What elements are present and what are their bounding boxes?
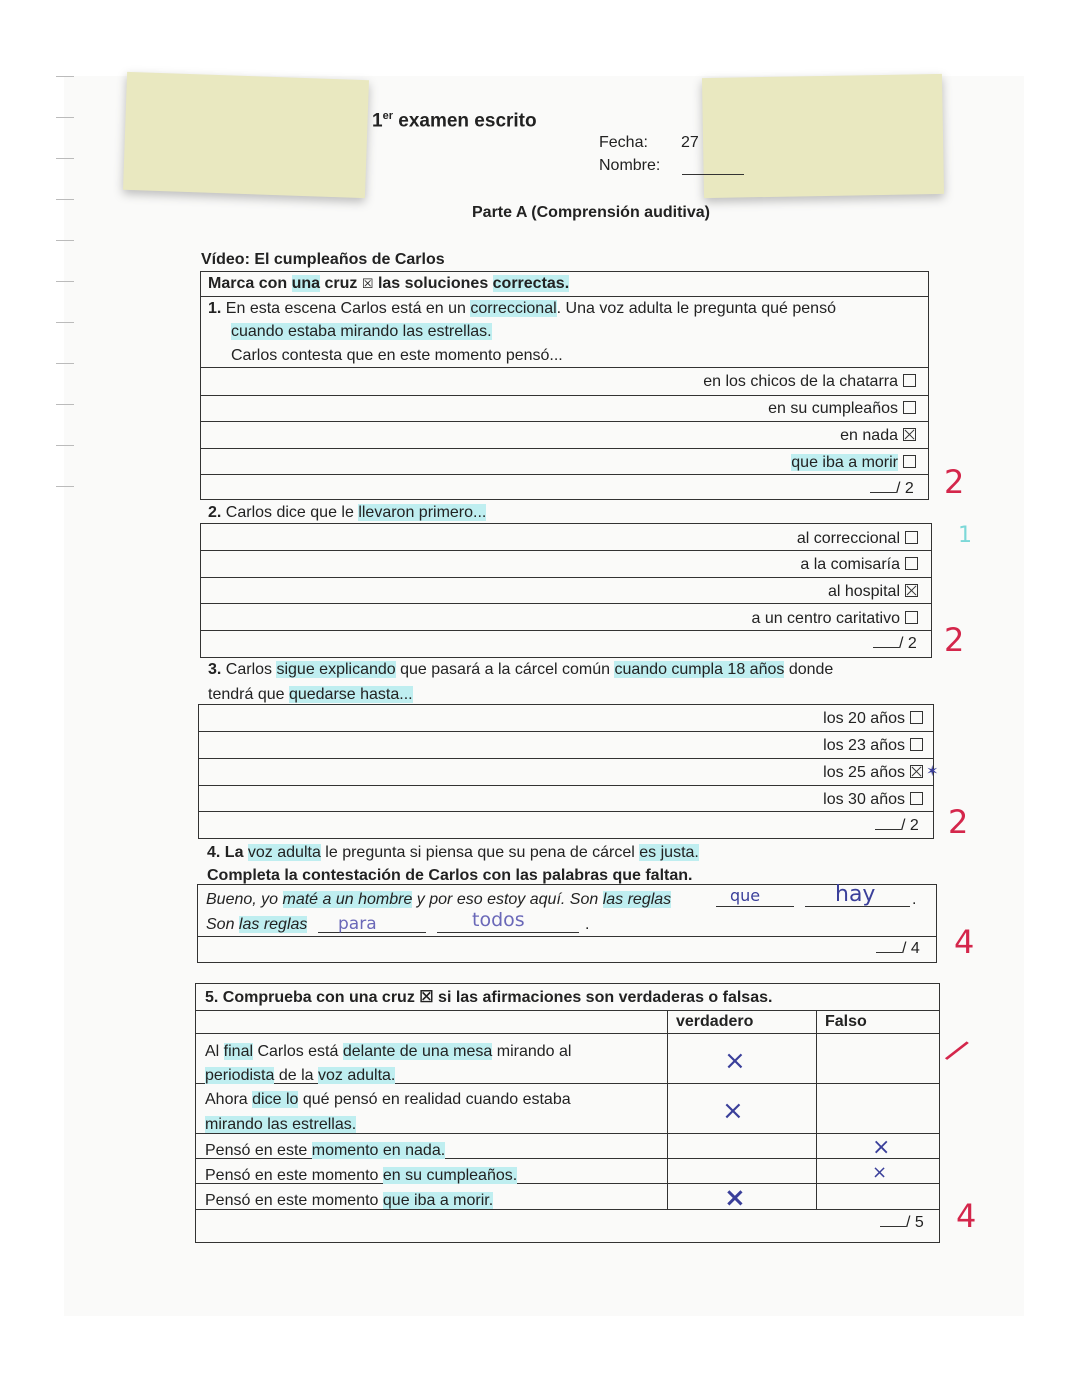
checkbox[interactable] (910, 738, 923, 751)
row-divider (200, 603, 931, 604)
answer-hay[interactable]: hay (835, 882, 876, 907)
row-divider (200, 296, 928, 297)
period-1: . (912, 891, 917, 908)
checkbox[interactable] (905, 557, 918, 570)
q1-line1: 1. En esta escena Carlos está en un correccional. Una voz adulta le pregunta qué pensó (208, 300, 836, 317)
q1-score: / 2 (870, 478, 914, 499)
row-divider (195, 1010, 939, 1011)
row-divider (200, 630, 931, 631)
q5-row1-line1: Al final Carlos está delante de una mesa mirando al (205, 1043, 572, 1060)
row-divider (200, 448, 928, 449)
blank-1[interactable] (716, 906, 794, 907)
checkbox-checked[interactable] (910, 765, 923, 778)
q5-row5: Pensó en este momento que iba a morir. (205, 1192, 494, 1209)
checkbox-checked[interactable] (905, 584, 918, 597)
cross-mark-row1[interactable]: × (724, 1046, 746, 1076)
q5-row2-line2: mirando las estrellas. (205, 1116, 357, 1133)
instruction: Marca con una cruz ☒ las soluciones correctas. (208, 275, 570, 292)
video-title: Vídeo: El cumpleaños de Carlos (201, 251, 445, 268)
fecha-value: 27 (681, 134, 699, 151)
col-verdadero: verdadero (676, 1013, 754, 1030)
checkbox-checked[interactable] (903, 428, 916, 441)
answer-para[interactable]: para (338, 914, 377, 934)
q3-star-mark: ✶ (926, 762, 939, 780)
q2-option-3[interactable]: al hospital (828, 582, 918, 602)
q5-row2-line1: Ahora dice lo qué pensó en realidad cuando estaba (205, 1091, 571, 1108)
q5-row4: Pensó en este momento en su cumpleaños. (205, 1167, 518, 1184)
q4-line1: 4. La voz adulta le pregunta si piensa que su pena de cárcel es justa. (207, 844, 699, 861)
checkbox[interactable] (910, 792, 923, 805)
q4-score: / 4 (876, 938, 920, 959)
q5-check-mark: / (942, 1031, 973, 1069)
q5-title: 5. Comprueba con una cruz ☒ si las afirmaciones son verdaderas o falsas. (205, 989, 773, 1006)
row-divider (200, 395, 928, 396)
q3-option-2[interactable]: los 23 años (823, 736, 923, 756)
q1-option-3[interactable]: en nada (840, 426, 916, 446)
cross-mark-row3[interactable]: × (872, 1135, 891, 1160)
q4-line2: Completa la contestación de Carlos con las palabras que faltan. (207, 867, 693, 884)
q4-sentence-2: Son las reglas (206, 916, 308, 933)
q3-line2: tendrá que quedarse hasta... (208, 686, 413, 703)
q3-option-3[interactable]: los 25 años (823, 763, 923, 783)
checkbox[interactable] (905, 531, 918, 544)
cross-mark-row2[interactable]: × (722, 1096, 744, 1126)
q2-question: 2. Carlos dice que le llevaron primero... (208, 504, 487, 521)
q5-row3: Pensó en este momento en nada. (205, 1142, 446, 1159)
parte-heading: Parte A (Comprensión auditiva) (472, 204, 710, 221)
nombre-line (682, 174, 744, 175)
q1-option-2[interactable]: en su cumpleaños (768, 399, 916, 419)
col-divider (667, 1010, 668, 1209)
q2-option-2[interactable]: a la comisaría (800, 555, 918, 575)
q3-grade-mark: 2 (948, 803, 969, 841)
checkbox[interactable] (905, 611, 918, 624)
checkbox[interactable] (903, 374, 916, 387)
sticky-note-left (123, 72, 369, 198)
row-divider (200, 577, 931, 578)
row-divider (200, 474, 928, 475)
checkbox[interactable] (903, 401, 916, 414)
checkbox[interactable] (903, 455, 916, 468)
q2-grade-mark: 2 (944, 621, 965, 659)
cross-mark-row4[interactable]: × (872, 1162, 888, 1183)
answer-que[interactable]: que (730, 886, 761, 905)
exam-title: 1er examen escrito (372, 110, 537, 132)
q1-option-4[interactable]: que iba a morir (791, 453, 916, 473)
row-divider (200, 367, 928, 368)
checkbox[interactable] (910, 711, 923, 724)
q5-row1-line2: periodista de la voz adulta. (205, 1067, 396, 1084)
fecha-label: Fecha: (599, 134, 648, 151)
row-divider (198, 785, 933, 786)
q2-score: / 2 (873, 633, 917, 654)
q3-score: / 2 (875, 815, 919, 836)
q2-partial-mark: 1 (958, 523, 972, 548)
cross-mark-row5[interactable]: × (724, 1183, 746, 1213)
row-divider (198, 811, 933, 812)
q5-grade-mark: 4 (956, 1197, 977, 1235)
notebook-margin-lines (56, 76, 76, 536)
q2-option-4[interactable]: a un centro caritativo (751, 609, 918, 629)
blank-4[interactable] (437, 932, 579, 933)
col-falso: Falso (825, 1013, 867, 1030)
row-divider (197, 936, 936, 937)
answer-todos[interactable]: todos (472, 909, 525, 931)
q1-line3: Carlos contesta que en este momento pensó... (231, 347, 563, 364)
q4-sentence-1: Bueno, yo maté a un hombre y por eso estoy aquí. Son las reglas (206, 891, 672, 908)
q5-score: / 5 (880, 1212, 924, 1233)
q3-option-4[interactable]: los 30 años (823, 790, 923, 810)
row-divider (200, 421, 928, 422)
q3-option-1[interactable]: los 20 años (823, 709, 923, 729)
row-divider (195, 1033, 939, 1034)
row-divider (198, 731, 933, 732)
row-divider (200, 550, 931, 551)
q2-option-1[interactable]: al correccional (797, 529, 918, 549)
sticky-note-right (702, 74, 944, 198)
period-2: . (585, 916, 590, 933)
nombre-label: Nombre: (599, 157, 661, 174)
q1-option-1[interactable]: en los chicos de la chatarra (703, 372, 916, 392)
col-divider (816, 1010, 817, 1209)
q4-grade-mark: 4 (954, 923, 975, 961)
q1-line2: cuando estaba mirando las estrellas. (231, 323, 492, 340)
row-divider (198, 758, 933, 759)
q1-grade-mark: 2 (944, 463, 965, 501)
q3-line1: 3. Carlos sigue explicando que pasará a la cárcel común cuando cumpla 18 años donde (208, 661, 834, 678)
